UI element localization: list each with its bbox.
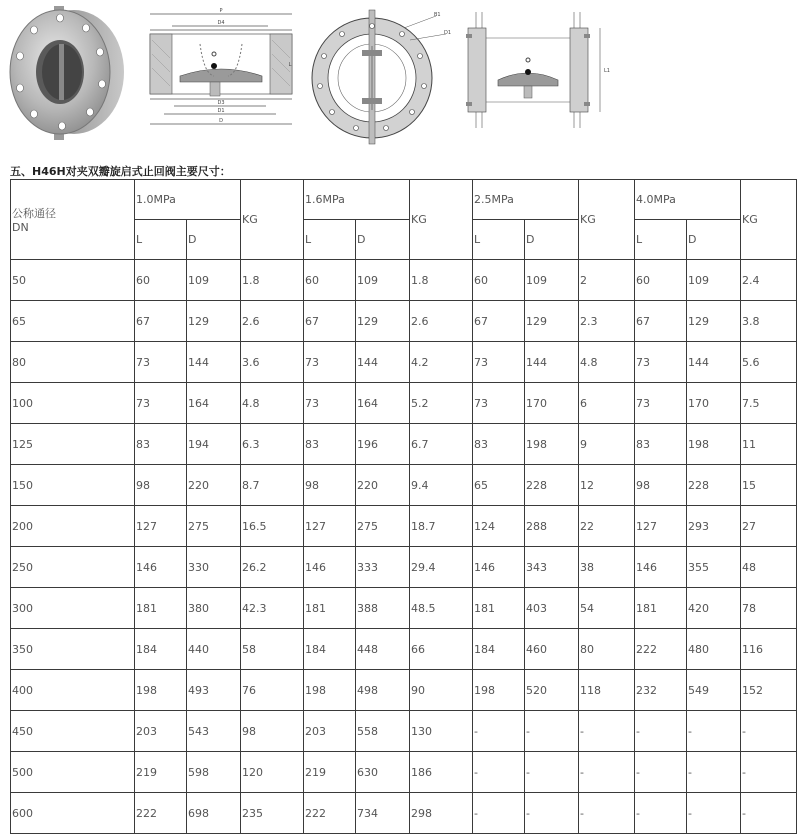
- label-l: L: [288, 62, 292, 68]
- table-cell: 83: [304, 424, 356, 465]
- table-cell: 146: [635, 547, 687, 588]
- table-cell: 12: [579, 465, 635, 506]
- table-cell: 219: [304, 752, 356, 793]
- table-cell: 181: [304, 588, 356, 629]
- table-cell: 219: [135, 752, 187, 793]
- table-cell: 73: [304, 383, 356, 424]
- table-cell: 22: [579, 506, 635, 547]
- table-cell: 220: [187, 465, 241, 506]
- table-cell: 109: [687, 260, 741, 301]
- table-cell: 330: [187, 547, 241, 588]
- table-cell: 498: [356, 670, 410, 711]
- table-cell: 3.6: [241, 342, 304, 383]
- table-row: [11, 547, 797, 588]
- table-cell: 520: [525, 670, 579, 711]
- table-cell: 4.8: [579, 342, 635, 383]
- table-cell: -: [473, 752, 525, 793]
- table-cell: 129: [525, 301, 579, 342]
- table-cell: 109: [187, 260, 241, 301]
- table-cell: 8.7: [241, 465, 304, 506]
- table-cell: 29.4: [410, 547, 473, 588]
- table-cell: -: [687, 793, 741, 834]
- table-cell: 493: [187, 670, 241, 711]
- table-cell: -: [473, 711, 525, 752]
- table-cell: 222: [304, 793, 356, 834]
- table-cell: 127: [635, 506, 687, 547]
- table-cell: 2.3: [579, 301, 635, 342]
- table-cell: 60: [135, 260, 187, 301]
- table-cell: 194: [187, 424, 241, 465]
- section-title: 五、H46H对夹双瓣旋启式止回阀主要尺寸：: [10, 165, 231, 178]
- table-cell: 98: [304, 465, 356, 506]
- table-cell: 129: [187, 301, 241, 342]
- table-cell: 9: [579, 424, 635, 465]
- table-row: [11, 588, 797, 629]
- table-cell: 144: [187, 342, 241, 383]
- table-cell: -: [741, 711, 797, 752]
- table-cell: 98: [135, 465, 187, 506]
- table-cell: 250: [11, 547, 135, 588]
- header-pressure-2-5: 2.5MPa: [473, 180, 579, 220]
- header-l: L: [473, 220, 525, 260]
- table-cell: 558: [356, 711, 410, 752]
- table-cell: 27: [741, 506, 797, 547]
- table-cell: 98: [635, 465, 687, 506]
- table-cell: -: [525, 793, 579, 834]
- valve-photo: [4, 4, 126, 146]
- table-cell: 6.3: [241, 424, 304, 465]
- table-cell: 124: [473, 506, 525, 547]
- table-cell: 67: [473, 301, 525, 342]
- table-cell: 144: [687, 342, 741, 383]
- table-cell: 196: [356, 424, 410, 465]
- table-cell: 170: [525, 383, 579, 424]
- table-cell: 18.7: [410, 506, 473, 547]
- table-cell: 120: [241, 752, 304, 793]
- table-cell: 170: [687, 383, 741, 424]
- table-cell: 4.2: [410, 342, 473, 383]
- table-cell: 181: [473, 588, 525, 629]
- header-d: D: [687, 220, 741, 260]
- table-cell: 80: [579, 629, 635, 670]
- table-cell: 67: [135, 301, 187, 342]
- header-kg: KG: [579, 180, 635, 260]
- table-cell: 66: [410, 629, 473, 670]
- table-cell: 73: [635, 342, 687, 383]
- table-cell: 65: [473, 465, 525, 506]
- table-cell: 288: [525, 506, 579, 547]
- label-l1: L1: [604, 68, 610, 74]
- side-assembly-drawing: [464, 10, 614, 130]
- table-row: [11, 629, 797, 670]
- header-kg: KG: [741, 180, 797, 260]
- table-cell: 150: [11, 465, 135, 506]
- label-d1: D1: [217, 108, 225, 114]
- table-cell: 598: [187, 752, 241, 793]
- label-b1: B1: [434, 12, 441, 18]
- table-cell: 350: [11, 629, 135, 670]
- table-row: [11, 383, 797, 424]
- table-cell: 73: [473, 383, 525, 424]
- table-cell: 200: [11, 506, 135, 547]
- table-cell: 60: [304, 260, 356, 301]
- table-row: [11, 342, 797, 383]
- table-cell: -: [687, 752, 741, 793]
- table-row: [11, 506, 797, 547]
- table-cell: 16.5: [241, 506, 304, 547]
- table-cell: -: [635, 752, 687, 793]
- table-cell: 9.4: [410, 465, 473, 506]
- table-cell: 343: [525, 547, 579, 588]
- table-cell: 2.6: [241, 301, 304, 342]
- table-cell: 388: [356, 588, 410, 629]
- table-cell: 275: [356, 506, 410, 547]
- table-row: [11, 711, 797, 752]
- label-d4: D4: [217, 20, 225, 26]
- table-row: [11, 465, 797, 506]
- table-cell: 48: [741, 547, 797, 588]
- table-cell: 2: [579, 260, 635, 301]
- table-cell: -: [687, 711, 741, 752]
- table-cell: 198: [525, 424, 579, 465]
- table-cell: 184: [304, 629, 356, 670]
- header-d: D: [525, 220, 579, 260]
- table-cell: 73: [135, 383, 187, 424]
- table-cell: 65: [11, 301, 135, 342]
- table-row: [11, 752, 797, 793]
- table-cell: 543: [187, 711, 241, 752]
- table-cell: 198: [687, 424, 741, 465]
- table-cell: 2.6: [410, 301, 473, 342]
- table-cell: 146: [473, 547, 525, 588]
- header-row-pressure: [11, 180, 797, 220]
- label-d: D: [219, 118, 223, 124]
- table-cell: 7.5: [741, 383, 797, 424]
- table-cell: 73: [304, 342, 356, 383]
- table-cell: 333: [356, 547, 410, 588]
- table-cell: -: [741, 793, 797, 834]
- table-cell: 144: [525, 342, 579, 383]
- dimension-table: [10, 179, 797, 834]
- table-cell: 203: [135, 711, 187, 752]
- table-cell: 83: [473, 424, 525, 465]
- table-cell: 1.8: [241, 260, 304, 301]
- table-cell: -: [579, 711, 635, 752]
- header-pressure-1-6: 1.6MPa: [304, 180, 410, 220]
- table-cell: 109: [525, 260, 579, 301]
- table-row: [11, 670, 797, 711]
- label-d1-front: D1: [444, 30, 452, 36]
- front-view-drawing: [306, 6, 454, 146]
- table-cell: 698: [187, 793, 241, 834]
- table-cell: 164: [187, 383, 241, 424]
- table-cell: 222: [135, 793, 187, 834]
- table-row: [11, 793, 797, 834]
- header-l: L: [635, 220, 687, 260]
- table-cell: 3.8: [741, 301, 797, 342]
- table-cell: 480: [687, 629, 741, 670]
- table-cell: 73: [473, 342, 525, 383]
- table-cell: 198: [473, 670, 525, 711]
- table-cell: 73: [635, 383, 687, 424]
- table-cell: 80: [11, 342, 135, 383]
- table-cell: 5.2: [410, 383, 473, 424]
- table-cell: -: [741, 752, 797, 793]
- table-cell: 144: [356, 342, 410, 383]
- table-cell: 448: [356, 629, 410, 670]
- table-cell: 54: [579, 588, 635, 629]
- table-cell: 67: [304, 301, 356, 342]
- table-cell: 186: [410, 752, 473, 793]
- table-cell: 380: [187, 588, 241, 629]
- table-cell: 48.5: [410, 588, 473, 629]
- table-cell: 11: [741, 424, 797, 465]
- table-cell: 232: [635, 670, 687, 711]
- table-cell: 4.8: [241, 383, 304, 424]
- table-cell: 600: [11, 793, 135, 834]
- table-cell: 198: [135, 670, 187, 711]
- table-cell: -: [635, 793, 687, 834]
- table-cell: 127: [135, 506, 187, 547]
- table-cell: 146: [135, 547, 187, 588]
- table-cell: 118: [579, 670, 635, 711]
- table-cell: -: [579, 752, 635, 793]
- table-row: [11, 260, 797, 301]
- table-cell: 38: [579, 547, 635, 588]
- table-cell: 222: [635, 629, 687, 670]
- table-cell: -: [635, 711, 687, 752]
- table-cell: 184: [473, 629, 525, 670]
- table-cell: 164: [356, 383, 410, 424]
- table-cell: 298: [410, 793, 473, 834]
- table-cell: 198: [304, 670, 356, 711]
- table-cell: 129: [687, 301, 741, 342]
- table-cell: 1.8: [410, 260, 473, 301]
- table-cell: 181: [135, 588, 187, 629]
- table-cell: 734: [356, 793, 410, 834]
- table-cell: 220: [356, 465, 410, 506]
- table-cell: 6: [579, 383, 635, 424]
- header-dn: [11, 180, 135, 260]
- table-cell: 152: [741, 670, 797, 711]
- table-cell: 15: [741, 465, 797, 506]
- table-cell: 355: [687, 547, 741, 588]
- table-cell: 83: [135, 424, 187, 465]
- table-cell: 98: [241, 711, 304, 752]
- table-cell: 129: [356, 301, 410, 342]
- figures-strip: [0, 0, 808, 160]
- table-cell: 90: [410, 670, 473, 711]
- table-cell: 203: [304, 711, 356, 752]
- header-pressure-1-0: 1.0MPa: [135, 180, 241, 220]
- label-p: P: [219, 8, 223, 14]
- table-cell: 549: [687, 670, 741, 711]
- table-cell: 235: [241, 793, 304, 834]
- table-cell: 440: [187, 629, 241, 670]
- table-cell: 58: [241, 629, 304, 670]
- header-d: D: [356, 220, 410, 260]
- table-cell: 630: [356, 752, 410, 793]
- table-cell: 42.3: [241, 588, 304, 629]
- header-pressure-4-0: 4.0MPa: [635, 180, 741, 220]
- header-dn-label: 公称通径: [12, 207, 56, 220]
- table-cell: 6.7: [410, 424, 473, 465]
- table-cell: 109: [356, 260, 410, 301]
- table-cell: 116: [741, 629, 797, 670]
- table-cell: 500: [11, 752, 135, 793]
- header-dn-unit: DN: [12, 221, 29, 234]
- table-cell: 228: [525, 465, 579, 506]
- header-l: L: [135, 220, 187, 260]
- table-cell: 5.6: [741, 342, 797, 383]
- header-d: D: [187, 220, 241, 260]
- table-cell: -: [579, 793, 635, 834]
- table-cell: 67: [635, 301, 687, 342]
- table-cell: 228: [687, 465, 741, 506]
- header-l: L: [304, 220, 356, 260]
- table-cell: -: [525, 711, 579, 752]
- table-cell: 146: [304, 547, 356, 588]
- table-cell: 184: [135, 629, 187, 670]
- table-cell: 275: [187, 506, 241, 547]
- table-cell: 130: [410, 711, 473, 752]
- table-cell: 76: [241, 670, 304, 711]
- table-cell: -: [525, 752, 579, 793]
- table-cell: 73: [135, 342, 187, 383]
- table-cell: 60: [473, 260, 525, 301]
- table-cell: 50: [11, 260, 135, 301]
- table-cell: 293: [687, 506, 741, 547]
- table-cell: 83: [635, 424, 687, 465]
- label-d3: D3: [217, 100, 225, 106]
- table-cell: 26.2: [241, 547, 304, 588]
- table-cell: 403: [525, 588, 579, 629]
- table-cell: 78: [741, 588, 797, 629]
- table-cell: 2.4: [741, 260, 797, 301]
- table-cell: 127: [304, 506, 356, 547]
- table-cell: -: [473, 793, 525, 834]
- table-cell: 420: [687, 588, 741, 629]
- section-drawing: [144, 4, 298, 134]
- table-cell: 125: [11, 424, 135, 465]
- table-cell: 400: [11, 670, 135, 711]
- header-kg: KG: [241, 180, 304, 260]
- table-cell: 460: [525, 629, 579, 670]
- table-cell: 450: [11, 711, 135, 752]
- table-row: [11, 301, 797, 342]
- table-cell: 181: [635, 588, 687, 629]
- table-cell: 60: [635, 260, 687, 301]
- table-cell: 300: [11, 588, 135, 629]
- table-cell: 100: [11, 383, 135, 424]
- header-kg: KG: [410, 180, 473, 260]
- table-row: [11, 424, 797, 465]
